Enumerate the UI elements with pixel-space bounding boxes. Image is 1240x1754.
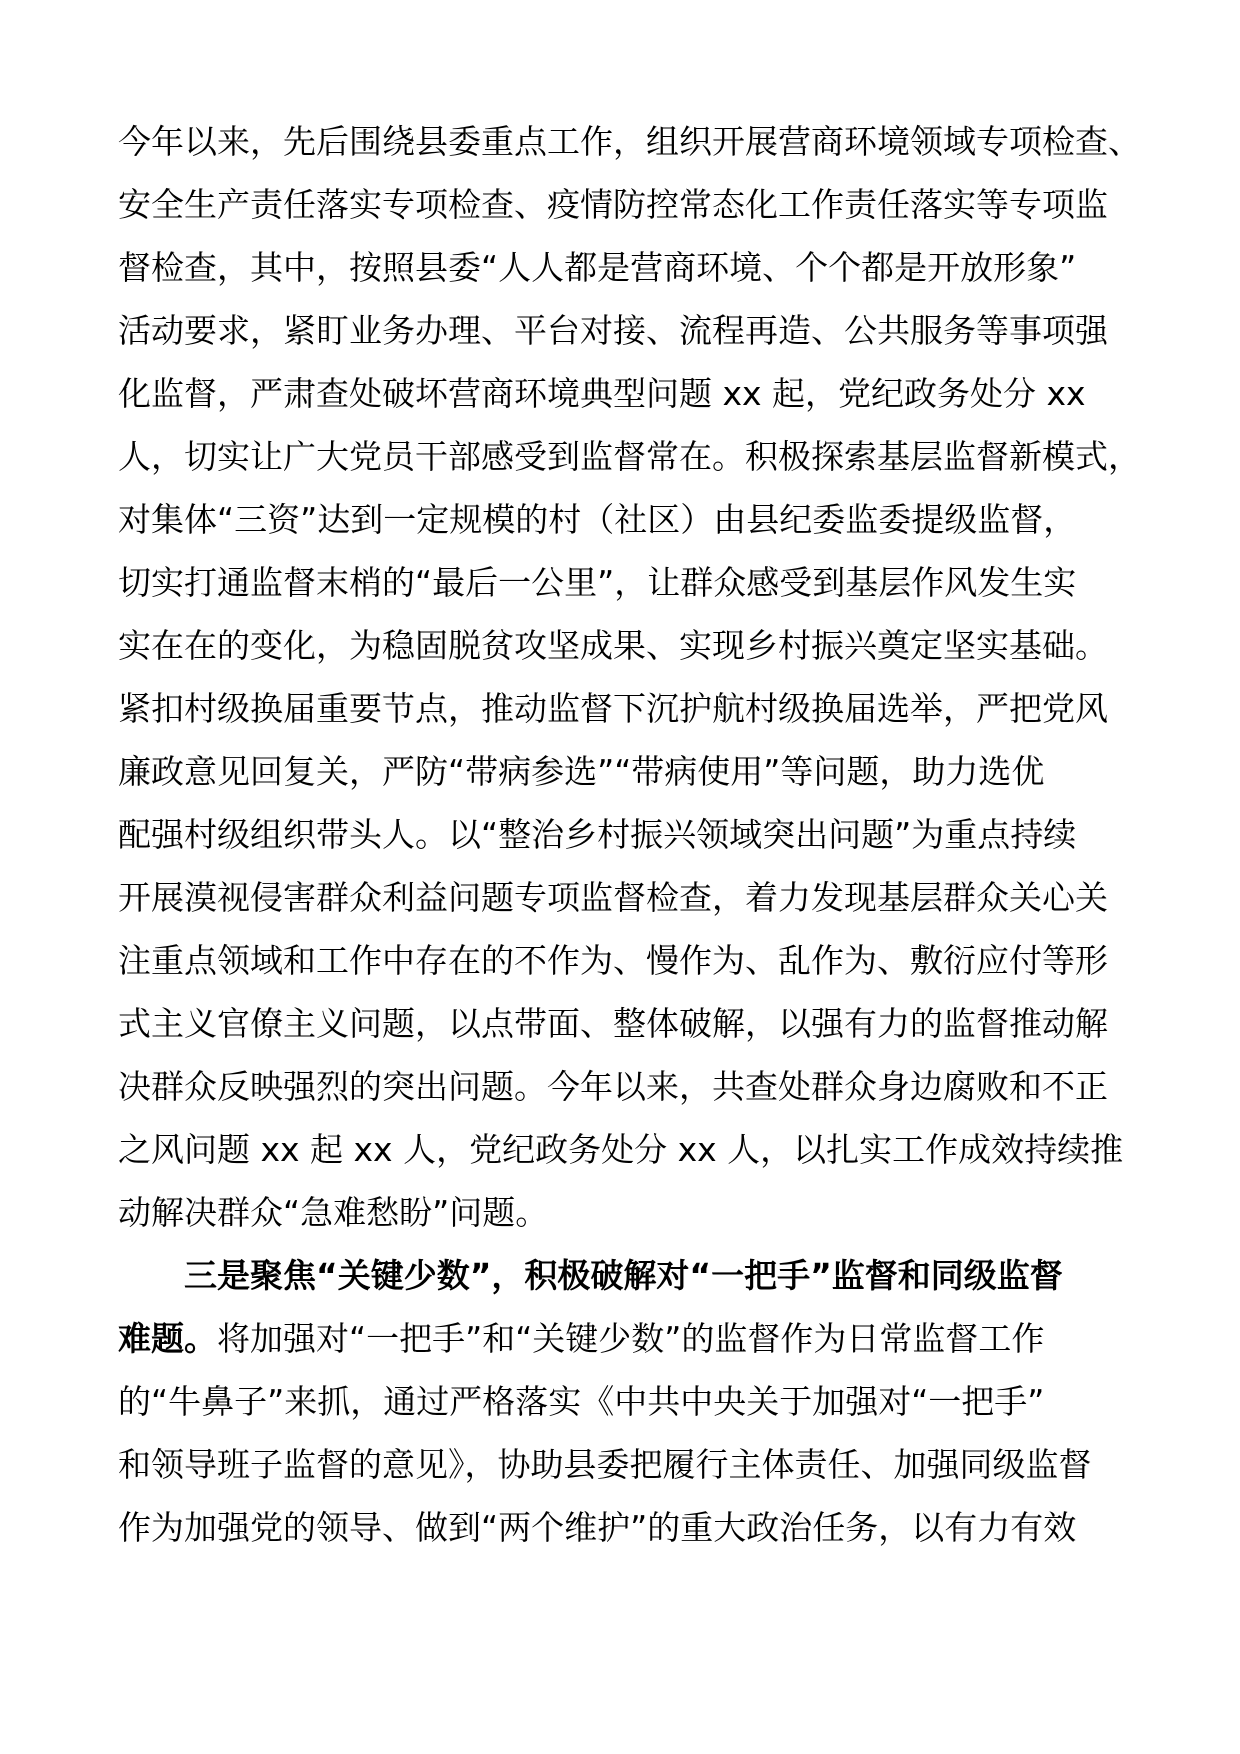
- section-heading-end: 难题。: [118, 1319, 217, 1358]
- text-line: 对集体“三资”达到一定规模的村（社区）由县纪委监委提级监督，: [118, 500, 1077, 539]
- text-line: 安全生产责任落实专项检查、疫情防控常态化工作责任落实等专项监: [118, 185, 1108, 224]
- text-line: 之风问题 xx 起 xx 人，党纪政务处分 xx 人，以扎实工作成效持续推: [118, 1130, 1124, 1169]
- text-line: 和领导班子监督的意见》，协助县委把履行主体责任、加强同级监督: [118, 1445, 1092, 1484]
- text-line: 作为加强党的领导、做到“两个维护”的重大政治任务，以有力有效: [118, 1508, 1077, 1547]
- paragraph-1: [118, 110, 1141, 1244]
- text-line: 化监督，严肃查处破坏营商环境典型问题 xx 起，党纪政务处分 xx: [118, 374, 1086, 413]
- text-line: 决群众反映强烈的突出问题。今年以来，共查处群众身边腐败和不正: [118, 1067, 1108, 1106]
- text-line-mixed: [118, 1307, 1128, 1370]
- text-line: 切实打通监督末梢的“最后一公里”，让群众感受到基层作风发生实: [118, 563, 1077, 602]
- text-line: 开展漠视侵害群众利益问题专项监督检查，着力发现基层群众关心关: [118, 878, 1108, 917]
- text-line: 活动要求，紧盯业务办理、平台对接、流程再造、公共服务等事项强: [118, 311, 1108, 350]
- body-text: [118, 110, 1141, 1559]
- text-line: 廉政意见回复关，严防“带病参选”“带病使用”等问题，助力选优: [118, 752, 1045, 791]
- text-line: 式主义官僚主义问题，以点带面、整体破解，以强有力的监督推动解: [118, 1004, 1108, 1043]
- text-span: 将加强对“一把手”和“关键少数”的监督作为日常监督工作: [217, 1319, 1045, 1358]
- text-line: 配强村级组织带头人。以“整治乡村振兴领域突出问题”为重点持续: [118, 815, 1077, 854]
- text-line: 动解决群众“急难愁盼”问题。: [118, 1193, 549, 1232]
- text-line: 今年以来，先后围绕县委重点工作，组织开展营商环境领域专项检查、: [118, 122, 1141, 161]
- text-line: 督检查，其中，按照县委“人人都是营商环境、个个都是开放形象”: [118, 248, 1077, 287]
- section-heading: 三是聚焦“关键少数”，积极破解对“一把手”监督和同级监督: [184, 1256, 1063, 1295]
- text-line: 的“牛鼻子”来抓，通过严格落实《中共中央关于加强对“一把手”: [118, 1382, 1045, 1421]
- paragraph-2: [118, 1244, 1128, 1559]
- text-line: 注重点领域和工作中存在的不作为、慢作为、乱作为、敷衍应付等形: [118, 941, 1108, 980]
- text-line: 人，切实让广大党员干部感受到监督常在。积极探索基层监督新模式，: [118, 437, 1141, 476]
- text-line: 实在在的变化，为稳固脱贫攻坚成果、实现乡村振兴奠定坚实基础。: [118, 626, 1108, 665]
- text-line: 紧扣村级换届重要节点，推动监督下沉护航村级换届选举，严把党风: [118, 689, 1108, 728]
